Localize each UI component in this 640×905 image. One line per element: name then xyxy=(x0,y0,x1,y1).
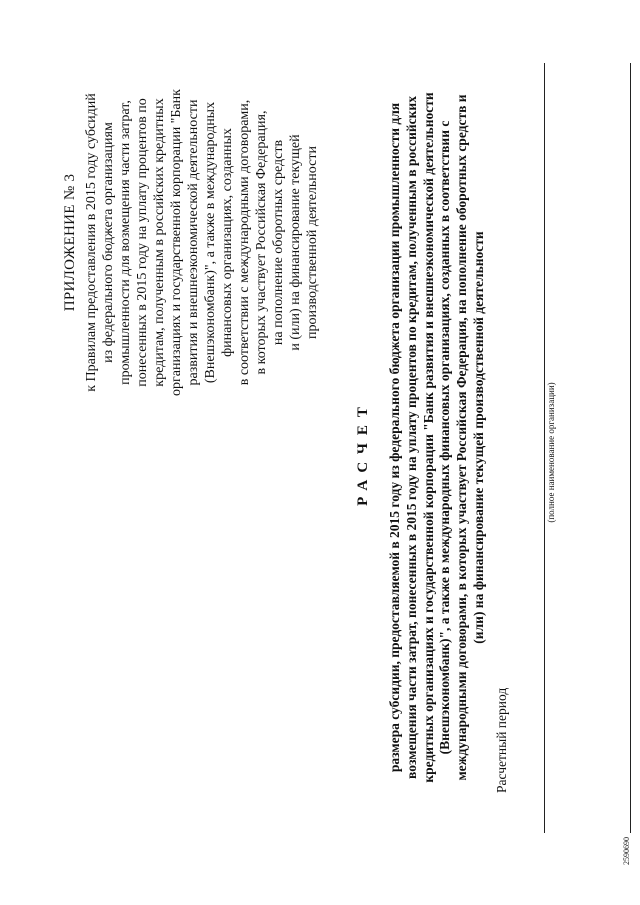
period-label: Расчетный период xyxy=(494,687,509,793)
calculation-line: возмещения части затрат, понесенных в 2015 году на уплату процентов по кредитам, полученным в российских xyxy=(403,96,419,779)
calculation-description xyxy=(387,45,488,830)
appendix-line: финансовых организациях, созданных xyxy=(220,128,235,357)
appendix-line: и (или) на финансирование текущей xyxy=(288,134,303,351)
appendix-line: на пополнение оборотных средств xyxy=(271,139,286,346)
calculation-title: РАСЧЕТ xyxy=(355,399,371,506)
appendix-title: ПРИЛОЖЕНИЕ № 3 xyxy=(62,173,78,312)
appendix-line: производственной деятельности xyxy=(305,146,320,339)
appendix-line: (Внешэкономбанк)", а также в международных xyxy=(203,101,218,384)
appendix-line: к Правилам предоставления в 2015 году субсидий xyxy=(84,93,99,392)
appendix-line: в соответствии с международными договорами, xyxy=(237,99,252,386)
calculation-line: международными договорами, в которых участвует Российская Федерация, на пополнение оборотных средств и xyxy=(454,94,470,781)
calculation-line: размера субсидии, предоставляемой в 2015 году из федерального бюджета организации промышленности для xyxy=(387,102,402,773)
appendix-header xyxy=(62,30,321,455)
calculation-line: кредитных организациях и государственной корпорации "Банк развития и внешнеэкономической деятельности xyxy=(420,92,436,783)
appendix-line: в которых участвует Российская Федерация, xyxy=(254,110,269,375)
organization-name-caption: (полное наименование организации) xyxy=(546,382,556,523)
bottom-divider xyxy=(630,63,631,833)
document-code: 2590690 xyxy=(622,837,631,865)
appendix-line: развития и внешнеэкономической деятельности xyxy=(186,99,201,386)
appendix-line: кредитам, полученным в российских кредитных xyxy=(152,98,167,387)
appendix-line: промышленности для возмещения части затрат, xyxy=(118,100,133,385)
appendix-line: из федерального бюджета организациям xyxy=(101,122,116,363)
appendix-line: организациях и государственной корпорации "Банк xyxy=(169,89,184,396)
organization-name-line xyxy=(544,63,545,833)
calculation-line: (Внешэкономбанк)", а также в международных финансовых организациях, созданных в соответствии с xyxy=(437,120,453,755)
appendix-line: понесенных в 2015 году на уплату процентов по xyxy=(135,98,150,387)
calculation-line: (или) на финансирование текущей производственной деятельности xyxy=(470,231,486,644)
